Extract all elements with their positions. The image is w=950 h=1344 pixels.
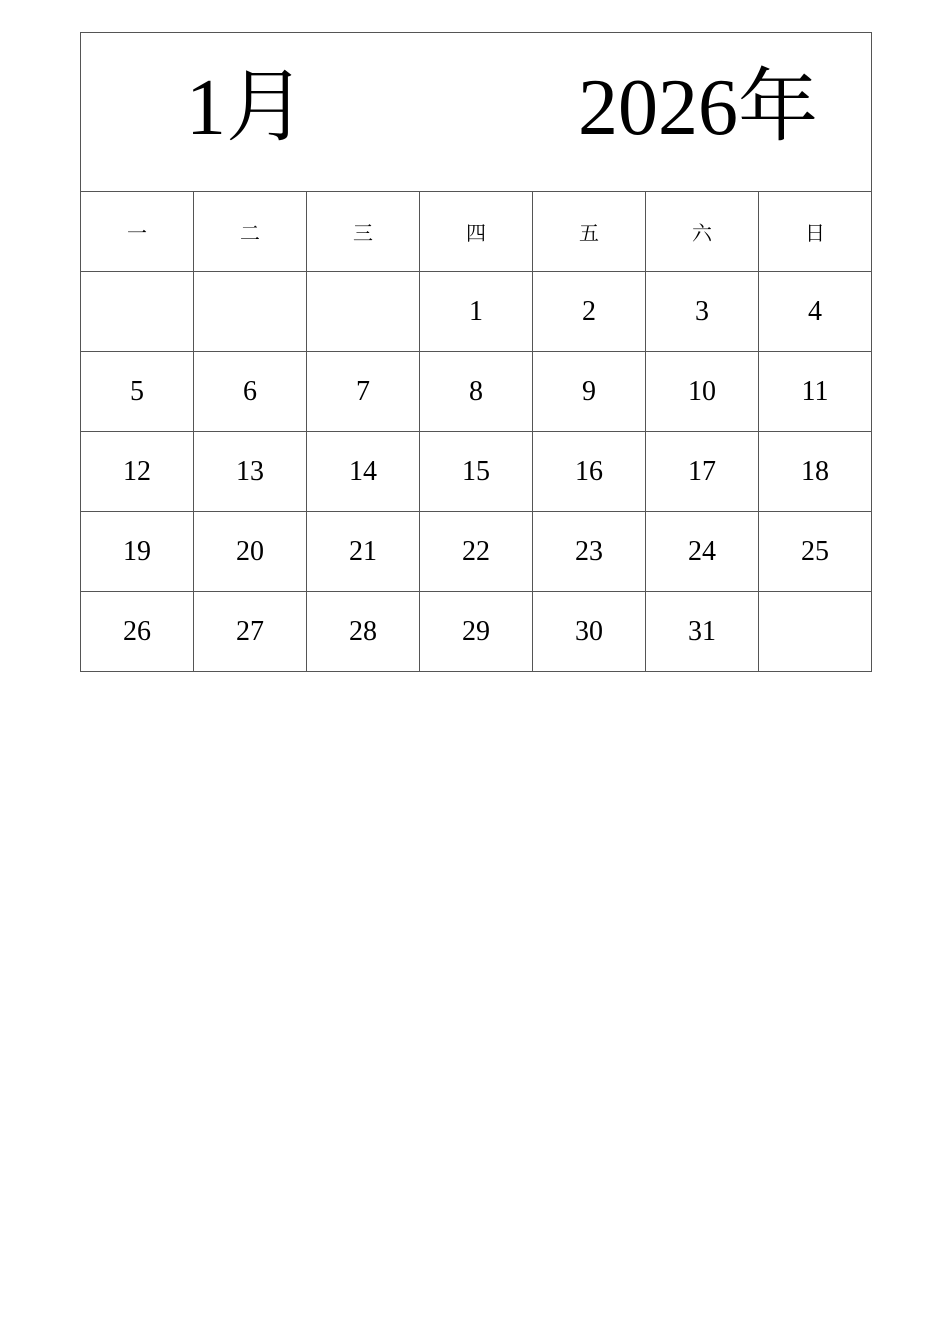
day-cell: 19 [81,512,194,592]
day-cell: 8 [420,352,533,432]
weekday-cell: 日 [759,192,872,272]
day-cell: 12 [81,432,194,512]
day-cell: 26 [81,592,194,672]
day-cell: 15 [420,432,533,512]
week-row [81,512,872,592]
day-cell: 23 [533,512,646,592]
day-cell: 13 [194,432,307,512]
month-label [186,60,306,153]
day-cell: 2 [533,272,646,352]
weekday-row [81,192,872,272]
day-cell: 5 [81,352,194,432]
day-cell [81,272,194,352]
calendar-header-row [81,33,872,192]
month-number: 1 [186,64,226,152]
day-cell: 18 [759,432,872,512]
day-cell: 11 [759,352,872,432]
day-cell [194,272,307,352]
day-cell: 21 [307,512,420,592]
year-suffix: 年 [738,60,818,153]
day-cell: 22 [420,512,533,592]
week-row [81,352,872,432]
month-suffix: 月 [226,60,306,153]
day-cell: 3 [646,272,759,352]
day-cell: 17 [646,432,759,512]
weekday-cell: 三 [307,192,420,272]
year-number: 2026 [578,64,738,152]
calendar-header [81,33,872,192]
weekday-cell: 五 [533,192,646,272]
day-cell: 9 [533,352,646,432]
day-cell: 29 [420,592,533,672]
day-cell: 27 [194,592,307,672]
week-row [81,432,872,512]
day-cell: 30 [533,592,646,672]
weekday-cell: 二 [194,192,307,272]
calendar-table [80,32,872,672]
year-label [578,60,818,153]
day-cell: 14 [307,432,420,512]
day-cell: 7 [307,352,420,432]
day-cell: 10 [646,352,759,432]
day-cell [307,272,420,352]
week-row [81,592,872,672]
day-cell [759,592,872,672]
week-row [81,272,872,352]
weekday-cell: 四 [420,192,533,272]
day-cell: 16 [533,432,646,512]
day-cell: 1 [420,272,533,352]
day-cell: 20 [194,512,307,592]
day-cell: 24 [646,512,759,592]
day-cell: 6 [194,352,307,432]
day-cell: 25 [759,512,872,592]
day-cell: 28 [307,592,420,672]
weekday-cell: 一 [81,192,194,272]
day-cell: 31 [646,592,759,672]
day-cell: 4 [759,272,872,352]
weekday-cell: 六 [646,192,759,272]
